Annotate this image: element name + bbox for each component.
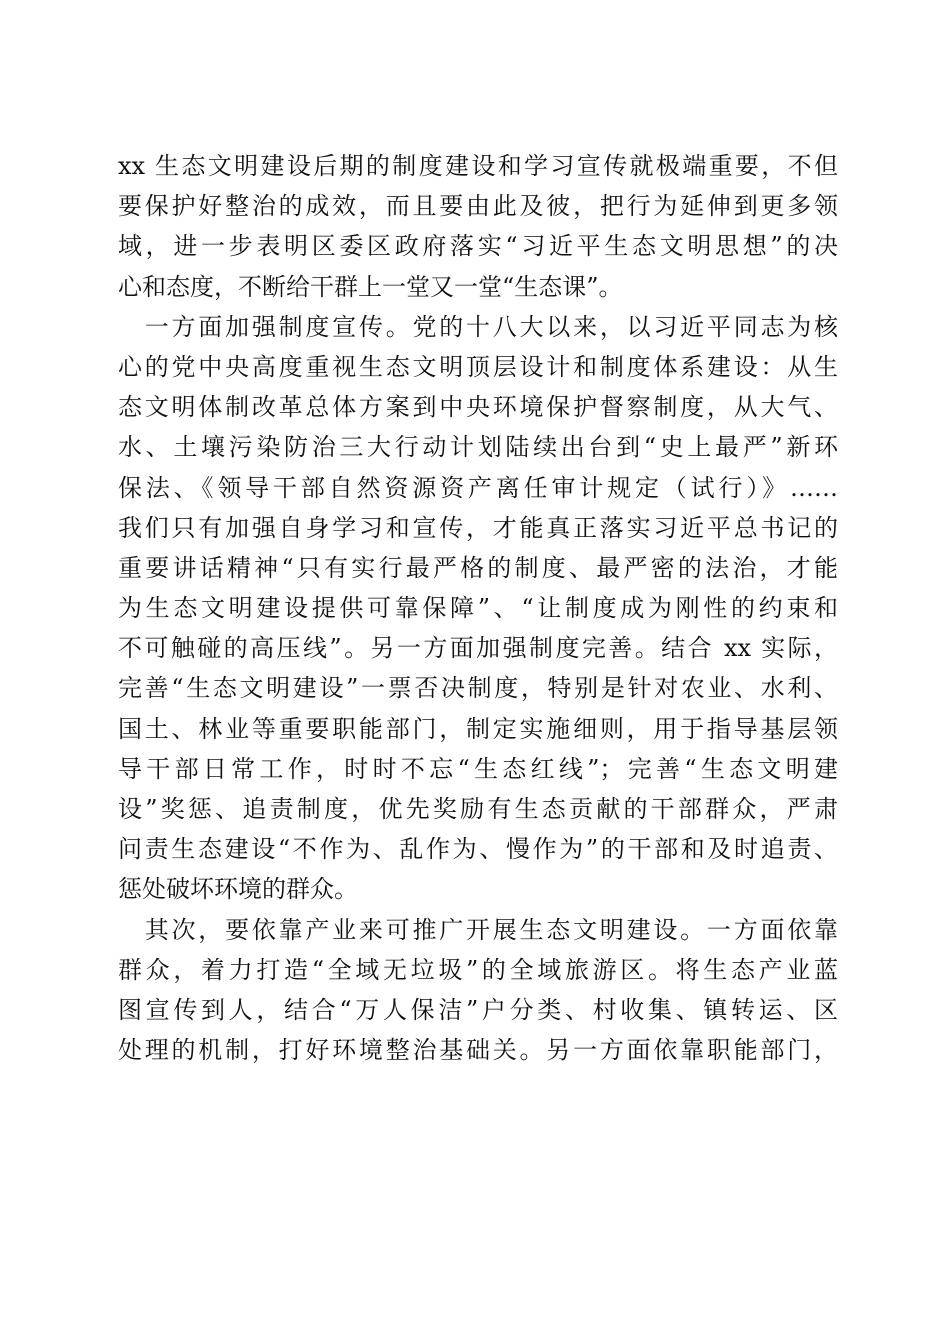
text-line: 完善“生态文明建设”一票否决制度，特别是针对农业、水利、 — [118, 674, 838, 703]
document-body — [118, 146, 838, 1070]
text-line: 域，进一步表明区委区政府落实“习近平生态文明思想”的决 — [118, 232, 838, 261]
text-line: 一方面加强制度宣传。党的十八大以来，以习近平同志为核 — [118, 312, 838, 341]
text-line: 设”奖惩、追责制度，优先奖励有生态贡献的干部群众，严肃 — [118, 795, 838, 823]
text-line: 心和态度，不断给干群上一堂又一堂“生态课”。 — [118, 272, 623, 301]
text-line: 惩处破坏环境的群众。 — [118, 875, 358, 904]
text-line: 重要讲话精神“只有实行最严格的制度、最严密的法治，才能 — [118, 553, 838, 582]
text-line: 保法、《领导干部自然资源资产离任审计规定（试行）》…… — [118, 473, 838, 502]
text-line: 问责生态建设“不作为、乱作为、慢作为”的干部和及时追责、 — [118, 835, 838, 864]
text-line: 不可触碰的高压线”。另一方面加强制度完善。结合 xx 实际， — [118, 634, 838, 663]
text-line: 我们只有加强自身学习和宣传，才能真正落实习近平总书记的 — [118, 513, 838, 542]
text-line: 导干部日常工作，时时不忘“生态红线”；完善“生态文明建 — [118, 754, 838, 783]
text-line: 心的党中央高度重视生态文明顶层设计和制度体系建设：从生 — [118, 352, 838, 381]
paragraph-2 — [118, 307, 838, 910]
text-line: 图宣传到人，结合“万人保洁”户分类、村收集、镇转运、区 — [118, 995, 838, 1024]
text-line: 其次，要依靠产业来可推广开展生态文明建设。一方面依靠 — [118, 915, 838, 944]
paragraph-3 — [118, 910, 838, 1071]
text-line: 水、土壤污染防治三大行动计划陆续出台到“史上最严”新环 — [118, 433, 838, 462]
text-line: 群众，着力打造“全域无垃圾”的全域旅游区。将生态产业蓝 — [118, 955, 838, 984]
text-line: 为生态文明建设提供可靠保障”、“让制度成为刚性的约束和 — [118, 594, 838, 623]
paragraph-1 — [118, 146, 838, 307]
text-line: 态文明体制改革总体方案到中央环境保护督察制度，从大气、 — [118, 393, 838, 422]
text-line: 处理的机制，打好环境整治基础关。另一方面依靠职能部门， — [118, 1036, 838, 1065]
text-line: 要保护好整治的成效，而且要由此及彼，把行为延伸到更多领 — [118, 192, 838, 221]
text-line: 国土、林业等重要职能部门，制定实施细则，用于指导基层领 — [118, 714, 838, 743]
text-line: xx 生态文明建设后期的制度建设和学习宣传就极端重要，不但 — [118, 152, 838, 180]
